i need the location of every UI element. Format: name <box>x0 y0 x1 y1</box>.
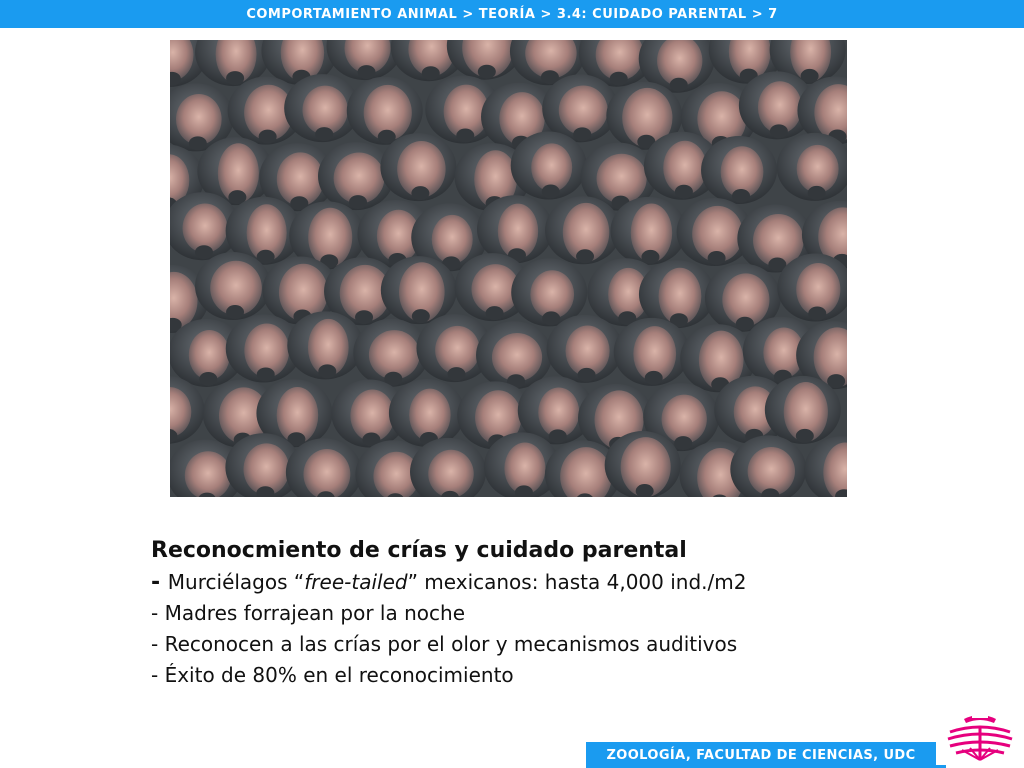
bullet-bats-pre: Murciélagos “ <box>167 570 305 594</box>
bullet-dash: - <box>151 570 168 595</box>
bullet-recognition: - Reconocen a las crías por el olor y mecanismos auditivos <box>151 632 738 656</box>
bat-head <box>226 305 244 319</box>
bat-head <box>808 186 826 200</box>
bat-head <box>801 69 819 83</box>
bat-head <box>549 429 567 443</box>
bat-head <box>412 309 430 323</box>
bat-head <box>378 130 396 144</box>
bat-head <box>349 195 367 209</box>
bat-head <box>486 306 504 320</box>
footer-bar <box>586 742 936 768</box>
bat-colony-photo <box>170 40 847 497</box>
bat-head <box>226 71 244 85</box>
bullet-bats <box>151 567 911 598</box>
bat-head <box>796 429 814 443</box>
bat-head <box>315 127 333 141</box>
bat-head <box>675 185 693 199</box>
bat-head <box>770 124 788 138</box>
bat-head <box>573 127 591 141</box>
bat-head <box>578 368 596 382</box>
bat-head <box>708 251 726 265</box>
bat-head <box>259 130 277 144</box>
slide-title: Reconocmiento de crías y cuidado parental <box>151 538 687 563</box>
footer-label: ZOOLOGÍA, FACULTAD DE CIENCIAS, UDC <box>606 747 916 763</box>
university-logo-icon <box>944 710 1016 764</box>
bat-head <box>318 364 336 378</box>
bullet-foraging: - Madres forrajean por la noche <box>151 601 465 625</box>
bat-head <box>808 306 826 320</box>
bat-head <box>670 78 688 92</box>
slide-text <box>151 534 911 691</box>
header-bar <box>0 0 1024 28</box>
bat-head <box>447 367 465 381</box>
bat-head <box>189 136 207 150</box>
bat-head <box>732 189 750 203</box>
bat-body <box>797 145 839 193</box>
bat-body <box>428 450 474 497</box>
bat-head <box>456 129 474 143</box>
bat-head <box>645 371 663 385</box>
bat-head <box>542 185 560 199</box>
bat-head <box>542 311 560 325</box>
bat-head <box>641 250 659 264</box>
bat-colony-illustration <box>170 40 847 497</box>
bullet-success: - Éxito de 80% en el reconocimiento <box>151 663 514 687</box>
bat-head <box>358 65 376 79</box>
bat-body <box>492 333 542 381</box>
bat-head <box>199 372 217 386</box>
bat-head <box>422 66 440 80</box>
bat-head <box>576 249 594 263</box>
bat-head <box>736 317 754 331</box>
bat-body <box>530 270 574 318</box>
bat-head <box>478 65 496 79</box>
bat-head <box>674 436 692 450</box>
bullet-bats-italic: free-tailed <box>304 570 408 594</box>
bat-head <box>195 245 213 259</box>
bat-body <box>531 143 572 191</box>
bullet-bats-post: ” mexicanos: hasta 4,000 ind./m2 <box>407 570 747 594</box>
bat-head <box>257 368 275 382</box>
bat-body <box>435 326 480 374</box>
breadcrumb: COMPORTAMIENTO ANIMAL > TEORÍA > 3.4: CUIDADO PARENTAL > 7 <box>246 6 778 22</box>
bat-head <box>411 186 429 200</box>
bat-head <box>610 72 628 86</box>
bat-head <box>355 310 373 324</box>
